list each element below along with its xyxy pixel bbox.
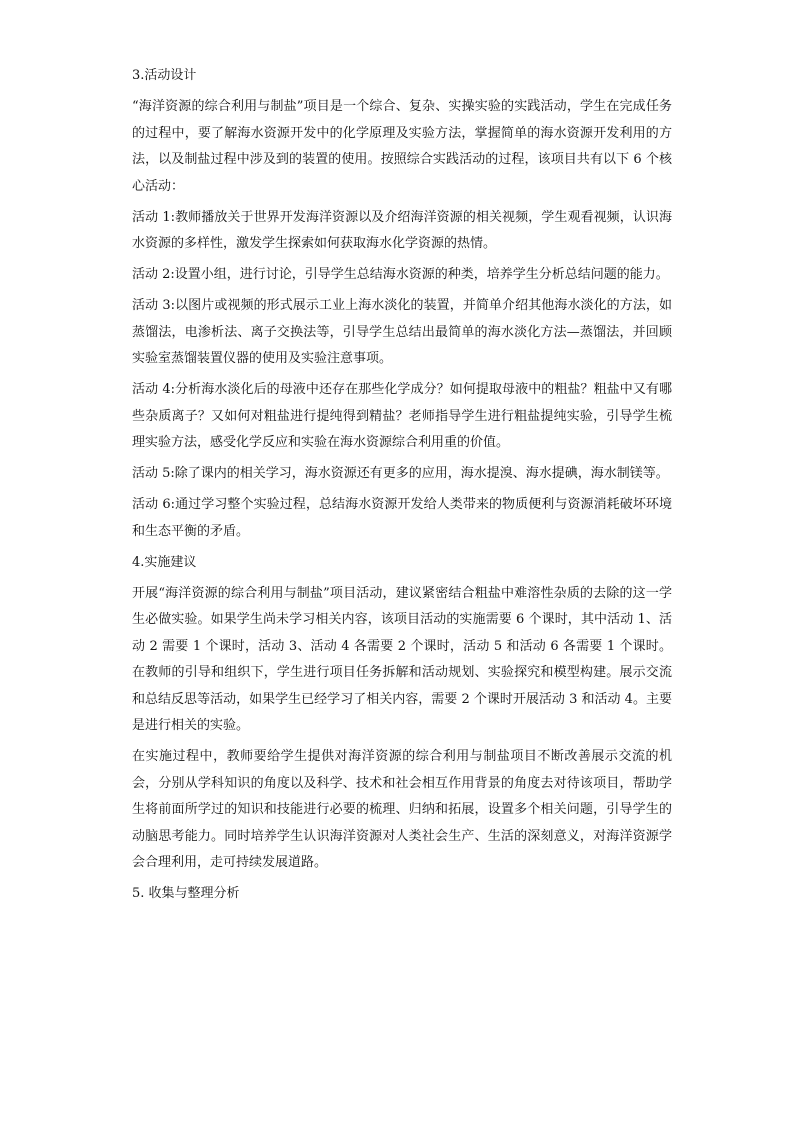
section-heading-collection: 5. 收集与整理分析 <box>132 886 240 901</box>
paragraph-intro: “海洋资源的综合利用与制盐”项目是一个综合、复杂、实操实验的实践活动，学生在完成任务的过程中，要了解海水资源开发中的化学原理及实验方法，掌握简单的海水资源开发利用的方法，以及制盐过程中涉及到的装置的使用。按照综合实践活动的过程，该项目共有以下 6 个核心活动： <box>132 99 672 194</box>
paragraph-activity-4: 活动 4:分析海水淡化后的母液中还存在那些化学成分？如何提取母液中的粗盐？粗盐中又有哪些杂质离子？又如何对粗盐进行提纯得到精盐？老师指导学生进行粗盐提纯实验，引导学生梳理实验方法，感受化学反应和实验在海水资源综合利用重的价值。 <box>132 382 672 450</box>
paragraph-activity-5: 活动 5:除了课内的相关学习，海水资源还有更多的应用，海水提溴、海水提碘，海水制镁等。 <box>132 466 669 481</box>
document-body <box>132 63 672 912</box>
paragraph-activity-6: 活动 6:通过学习整个实验过程，总结海水资源开发给人类带来的物质便利与资源消耗破坏环境和生态平衡的矛盾。 <box>132 497 672 539</box>
paragraph-implementation-1: 开展“海洋资源的综合利用与制盐”项目活动，建议紧密结合粗盐中难溶性杂质的去除的这一学生必做实验。如果学生尚未学习相关内容，该项目活动的实施需要 6 个课时，其中活动 1、活动 2 需要 1 个课时，活动 3、活动 4 各需要 2 个课时，活动 5 和活动 6 各需要 1 个课时。在教师的引导和组织下，学生进行项目任务拆解和活动规划、实验探究和模型构建。展示交流和总结反思等活动，如果学生已经学习了相关内容，需要 2 个课时开展活动 3 和活动 4。主要是进行相关的实验。 <box>132 585 672 733</box>
section-heading-implementation: 4.实施建议 <box>132 554 197 570</box>
section-heading-activity-design: 3.活动设计 <box>132 68 197 83</box>
paragraph-activity-1: 活动 1:教师播放关于世界开发海洋资源以及介绍海洋资源的相关视频，学生观看视频，认识海水资源的多样性，激发学生探索如何获取海水化学资源的热情。 <box>132 209 672 251</box>
paragraph-activity-2: 活动 2:设置小组，进行讨论，引导学生总结海水资源的种类，培养学生分析总结问题的能力。 <box>132 267 669 282</box>
paragraph-activity-3: 活动 3:以图片或视频的形式展示工业上海水淡化的装置，并简单介绍其他海水淡化的方法，如蒸馏法，电渗析法、离子交换法等，引导学生总结出最简单的海水淡化方法—蒸馏法，并回顾实验室蒸馏装置仪器的使用及实验注意事项。 <box>132 298 672 366</box>
paragraph-implementation-2: 在实施过程中，教师要给学生提供对海洋资源的综合利用与制盐项目不断改善展示交流的机会，分别从学科知识的角度以及科学、技术和社会相互作用背景的角度去对待该项目，帮助学生将前面所学过的知识和技能进行必要的梳理、归纳和拓展，设置多个相关问题，引导学生的动脑思考能力。同时培养学生认识海洋资源对人类社会生产、生活的深刻意义，对海洋资源学会合理利用，走可持续发展道路。 <box>132 749 672 870</box>
